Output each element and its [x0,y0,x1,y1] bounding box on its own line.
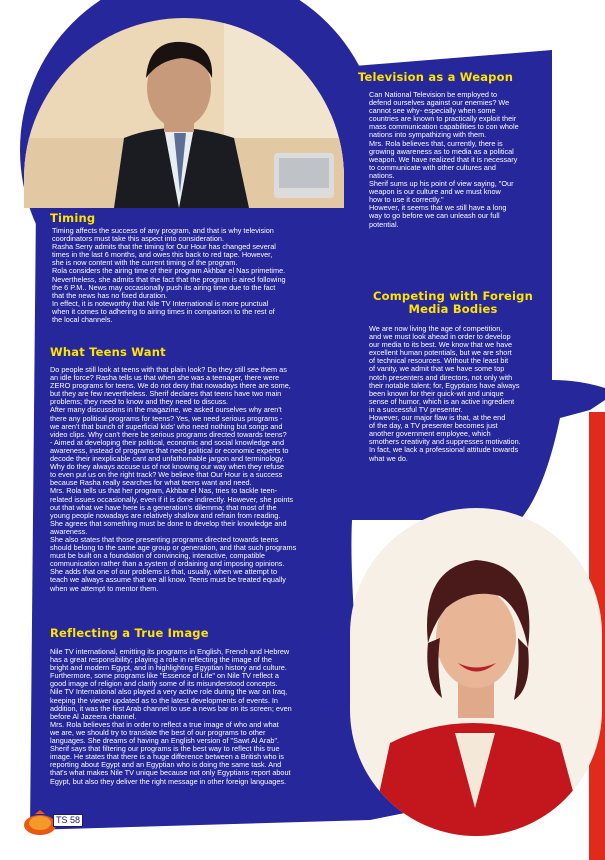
body-television-weapon: Can National Television be employed to defend ourselves against our enemies? We cannot see why- especially when some countries are known to practically exploit their mass communication capabilities to con whole nations into sympathizing with them. Mrs. Rola believes that, currently, there is growing awareness as to media as a political weapon. We have realized that it is necessary to communicate with other cultures and nations. Sherif sums up his point of view saying, "Our weapon is our culture and we must know how to use it correctly." However, it seems that we still have a long way to go before we can unleash our full potential. [369,90,519,229]
heading-television-weapon: Television as a Weapon [358,70,514,84]
body-what-teens-want: Do people still look at teens with that plain look? Do they still see them as an idle force? Rasha tells us that when she was a teenager, there were ZERO programs for teens. We do not deny that nowadays there are some, but they are few nevertheless. Sherif declares that teens have two main problems; they need to know and they need to discuss. After many discussions in the magazine, we asked ourselves why aren't there any political programs for teens? Yes, we need serious programs - we aren't that bunch of superficial kids' who need nothing but songs and video clips. Why can't there be serious programs directed towards teens? - Aimed at developing their political, economic and social knowledge and awareness, instead of programs that need political or economic experts to decode their inexplicable cant and unfathomable jargon and terminology. Why do they always accuse us of not knowing our way when they refuse to even put us on the right track? We believe that Our Hour is a success because Rasha really searches for what teens want and need. Mrs. Rola tells us that her program, Akhbar el Nas, tries to tackle teen- related issues occasionally, even if it is done indirectly. However, she points out that what we have here is a generation's dilemma; that most of the young people nowadays are relatively shallow and refrain from reading. She agrees that something must be done to develop their knowledge and awareness. She also states that those presenting programs directed towards teens should belong to the same age group or generation, and that such programs must be built on a foundation of convincing, interactive, compatible communication rather than a system of ordaining and imposing opinions. She adds that one of our problems is that, usually, when we attempt to teach we always assume that we all know. Teens must be treated equally when we attempt to mentor them. [50,365,297,593]
heading-reflecting-true-image: Reflecting a True Image [50,626,209,640]
page-number-label: TS 58 [53,814,83,827]
logo-icon [23,810,57,836]
page-number-badge [23,810,85,836]
heading-competing-line2: Media Bodies [408,302,498,316]
heading-what-teens-want: What Teens Want [50,345,166,359]
heading-competing-foreign-media [358,290,548,316]
woman-in-red-photo [350,508,602,836]
body-reflecting-true-image: Nile TV international, emitting its programs in English, French and Hebrew has a great responsibility; playing a role in reflecting the image of the bright and modern Egypt, and in highlighting Egyptian history and culture. Furthermore, some programs like "Essence of Life" on Nile TV reflect a good image of religion and clarify some of its misunderstood concepts. Nile TV International also played a very active role during the war on Iraq, keeping the viewer updated as to the latest developments of events. In addition, it was the first Arab channel to use a news bar on its screen; even before Al Jazeera channel. Mrs. Rola believes that in order to reflect a true image of who and what we are, we should try to translate the best of our programs to other languages. She dreams of having an English version of "Sawt Al Arab". Sherif says that filtering our programs is the best way to reflect this true image. He states that there is a huge difference between a British who is reporting about Egypt and an Egyptian who is doing the same task. And that's what makes Nile TV unique because not only Egyptians report about Egypt, but also they deliver the right message in other foreign languages. [50,647,292,786]
heading-competing-line1: Competing with Foreign [373,289,533,303]
heading-timing: Timing [50,211,96,225]
body-competing-foreign-media: We are now living the age of competition, and we must look ahead in order to develop our media to its best. We know that we have excellent human potentials, but we are short of technical resources. Without the least bit of vanity, we admit that we have some top notch presenters and directors, not only with their notable talent; for, Egyptians have always been known for their quick-wit and unique sense of humor, which is an active ingredient in a successful TV presenter. However, our major flaw is that, at the end of the day, a TV presenter becomes just another government employee, which smothers creativity and suppresses motivation. In fact, we lack a professional attitude towards what we do. [369,324,521,463]
body-timing: Timing affects the success of any program, and that is why television coordinators must take this aspect into consideration. Rasha Serry admits that the timing for Our Hour has changed several times in the last 6 months, and owes this back to red tape. However, she is now content with the current timing of the program. Rola considers the airing time of their program Akhbar el Nas primetime. Nevertheless, she admits that the fact that the program is aired following the 6 P.M.. News may occasionally push its airing time due to the fact that the news has no fixed duration. In effect, it is noteworthy that Nile TV International is more punctual when it comes to adhering to airing times in comparison to the rest of the local channels. [52,226,286,325]
